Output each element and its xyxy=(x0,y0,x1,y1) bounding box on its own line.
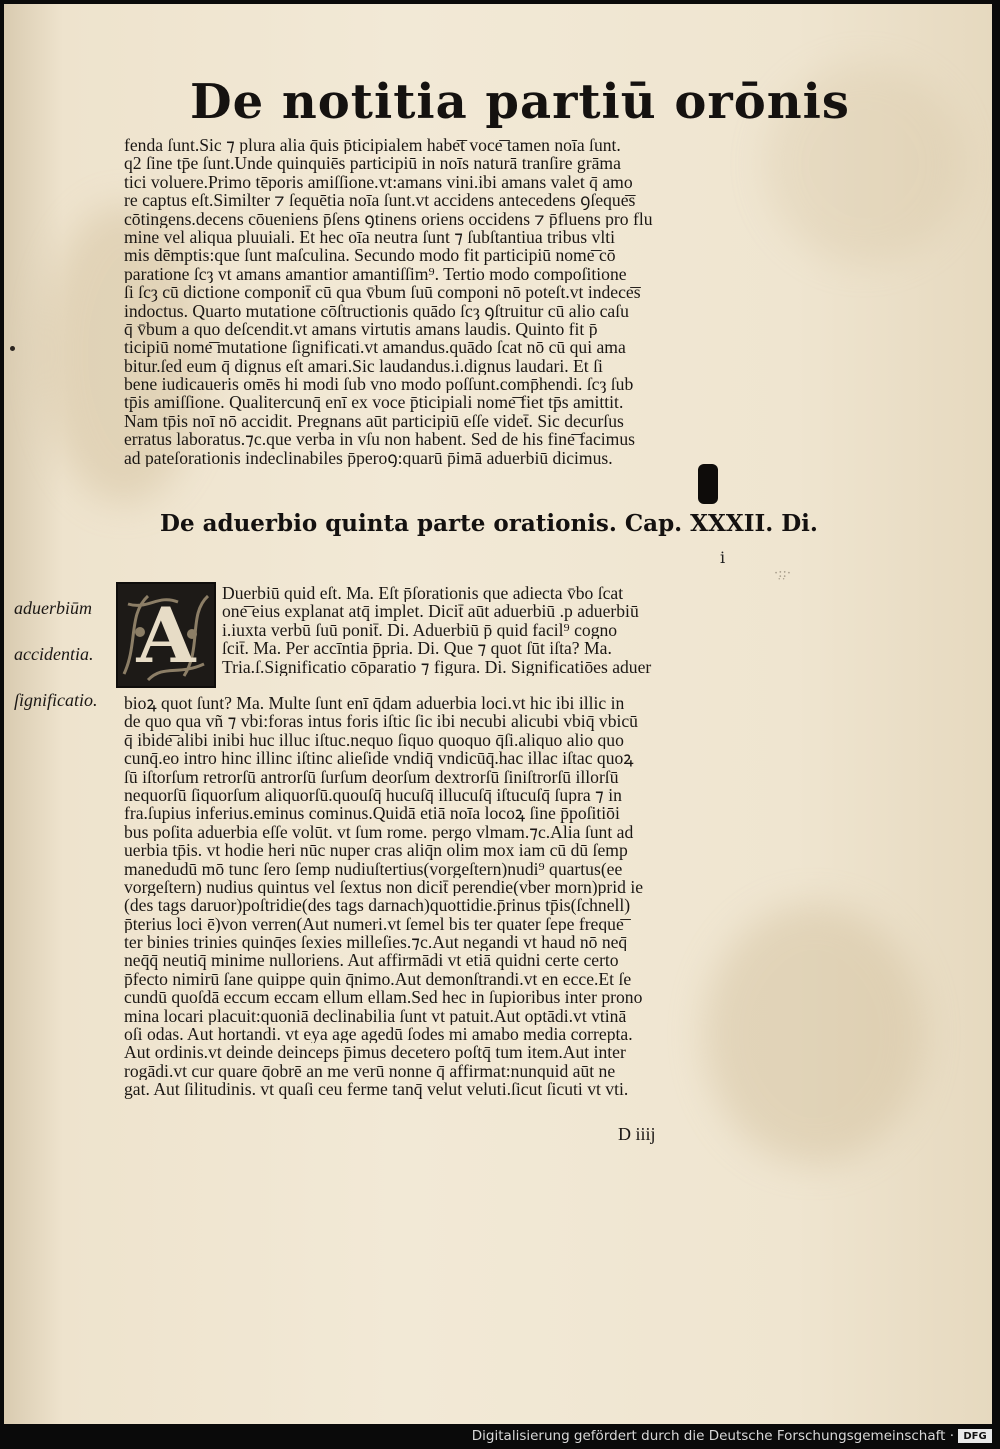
text-line: ad pateſorationis indeclinabiles p̄peroꝯ:quarū p̄imā aduerbiū dicimus. xyxy=(124,448,613,468)
text-line: bitur.ſed eum q̄ dignus eſt amari.Sic laudandus.i.dignus laudari. Et ſi xyxy=(124,356,603,376)
text-line: cundū quoſdā eccum eccam ellum ellam.Sed hec in ſupioribus inter prono xyxy=(124,988,643,1007)
text-line: p̄fecto nimirū ſane quippe quin q̄nimo.Aut demonſtrandi.vt en ecce.Et ſe xyxy=(124,969,632,989)
text-line: bus poſita aduerbia eſſe volūt. vt ſum rome. pergo vlmam.⁊c.Alia ſunt ad xyxy=(124,822,634,842)
dfg-logo: DFG xyxy=(958,1429,992,1443)
text-line: de quo qua vñ ⁊ vbi:foras intus foris iſtic ſic ibi necubi alicubi vbiq̄ vbicū xyxy=(124,712,638,731)
margin-smudge: ·:̣:̣· xyxy=(774,566,792,581)
text-line: (des tags daruor)poſtridie(des tags darnach)quottidie.p̄rinus tp̄is(ſchnell) xyxy=(124,896,631,915)
text-line: rogādi.vt cur quare q̄obrē an me verū nonne q̄ affirmat:nunquid aūt ne xyxy=(124,1061,616,1081)
text-line: mina locari placuit:quoniā declinabilia ſunt vt patuit.Aut optādi.vt vtinā xyxy=(124,1006,627,1026)
margin-note-accidentia: accidentia. xyxy=(14,644,94,664)
text-line: tp̄is amiſſione. Qualitercunq̄ enī ex voce p̄ticipiali nome͞ fiet tp̄s amittit. xyxy=(124,393,624,412)
text-line: ter binies trinies quinq̄es ſexies milleſies.⁊c.Aut negandi vt haud nō neq̄ xyxy=(124,933,628,952)
text-line: fenda ſunt.Sic ⁊ plura alia q̄uis p̄ticipialem habe͞t voce͞ tamen noīa ſunt. xyxy=(124,136,621,155)
text-line: mine vel aliqua pluuiali. Et hec oīa neutra ſunt ⁊ ſubſtantiua tribus vlti xyxy=(124,227,615,247)
digitization-footer xyxy=(0,1424,1000,1449)
text-line: q̄ ibide͞ alibi inibi huc illuc iſtuc.nequo ſiquo quoquo q̄ſi.aliquo alio quo xyxy=(124,730,624,750)
text-line: tici voluere.Primo tēporis amiſſione.vt:amans vini.ibi amans valet q̄ amo xyxy=(124,172,633,192)
text-line: ſū iſtorſum retrorſū antrorſū ſurſum deorſum dextrorſū ſiniſtrorſū illorſū xyxy=(124,767,619,786)
margin-note-significatio: ſignificatio. xyxy=(14,690,98,710)
text-line: fra.ſupius inferius.eminus cominus.Quidā etiā noīa locoꝝ ſine p̄poſitiōi xyxy=(124,804,620,823)
text-line: nequorſū ſiquorſum aliquorſū.quouſq̄ hucuſq̄ illucuſq̄ iſtucuſq̄ ſupra ⁊ in xyxy=(124,785,622,805)
text-line: vorgeſtern) nudius quintus vel ſextus non dicit̄ perendie(vber morn)prid ie xyxy=(124,877,644,897)
text-block-upper xyxy=(124,136,752,467)
text-line: mis dēmptis:que ſunt maſculina. Secundo modo fit participiū nome͞ cō xyxy=(124,246,616,265)
text-line: gat. Aut ſilitudinis. vt quaſi ceu ferme tanq̄ velut veluti.ſicut ſicuti vt vti. xyxy=(124,1080,629,1099)
running-head: De notitia partiū orōnis xyxy=(190,74,850,130)
chapter-heading: De aduerbio quinta parte orationis. Cap. XXXII. Di. xyxy=(160,510,818,537)
text-line: cunq̄.eo intro hinc illinc iſtinc alieſide vndiq̄ vndicūq̄.hac illac iſtac quoꝝ xyxy=(124,749,634,768)
text-line: bene iudicaueris omēs hi modi ſub vno modo poſſunt.comp̄hendi. ſcȝ ſub xyxy=(124,375,634,394)
book-page xyxy=(4,4,992,1424)
text-line: ſcit̄. Ma. Per accīntia p̄pria. Di. Que ⁊ quot ſūt iſta? Ma. xyxy=(222,639,612,658)
text-line: bioꝝ quot ſunt? Ma. Multe ſunt enī q̄dam aduerbia loci.vt hic ibi illic in xyxy=(124,694,625,713)
text-block-main xyxy=(124,694,744,1099)
text-line: p̄terius loci ē)von verren(Aut numeri.vt ſemel bis ter quater ſepe freque͞ xyxy=(124,914,624,934)
initial-letter: A xyxy=(136,590,196,680)
margin-note-aduerbium: aduerbiūm xyxy=(14,598,92,618)
text-line: q2 ſine tp̄e ſunt.Unde quinquiēs participiū in noīs naturā tranſire grāma xyxy=(124,154,621,173)
text-line: oſi odas. Aut hortandi. vt eya age agedū ſodes mi amabo media correpta. xyxy=(124,1025,633,1044)
decorated-initial xyxy=(116,582,216,688)
signature-marker: i xyxy=(720,548,726,567)
text-line: re captus eſt.Similter ⁊ ſequētia noīa ſunt.vt accidens antecedens ꝯſeque͞s xyxy=(124,191,636,210)
catchword: D iiij xyxy=(618,1124,656,1144)
ink-dot xyxy=(10,346,15,351)
text-line: erratus laboratus.⁊c.que verba in vſu non habent. Sed de his fine͞ facimus xyxy=(124,430,635,449)
text-line: one͞ eius explanat atq̄ implet. Dicit̄ aūt aduerbiū .p aduerbiū xyxy=(222,602,639,621)
footer-credit: Digitalisierung gefördert durch die Deutsche Forschungsgemeinschaft · xyxy=(471,1428,954,1444)
text-line: paratione ſcȝ vt amans amantior amantiſſim⁹. Tertio modo compoſitione xyxy=(124,264,627,284)
text-line: ſi ſcȝ cū dictione componit̄ cū qua v̄bum ſuū componi nō poteſt.vt indece͞s xyxy=(124,283,641,302)
ink-blot xyxy=(698,464,718,504)
text-line: manedudū mō tunc ſero ſemp nudiuſtertius(vorgeſtern)nudi⁹ quartus(ee xyxy=(124,859,623,878)
text-line: Duerbiū quid eſt. Ma. Eſt p̄ſorationis que adiecta v̄bo ſcat xyxy=(222,584,624,603)
text-line: q̄ v̄bum a quo deſcendit.vt amans virtutis amans laudis. Quinto fit p̄ xyxy=(124,319,598,339)
text-line: uerbia tp̄is. vt hodie heri nūc nuper cras aliq̄n olim mox iam cū dū ſemp xyxy=(124,841,628,860)
text-line: ticipiū nome͞ mutatione ſignificati.vt amandus.quādo ſcat nō cū qui ama xyxy=(124,338,626,357)
text-line: i.iuxta verbū ſuū ponit̄. Di. Aduerbiū p̄ quid facil⁹ cogno xyxy=(222,620,618,640)
text-line: Nam tp̄is noī nō accidit. Pregnans aūt participiū eſſe videt̄. Sic decurſus xyxy=(124,411,624,431)
text-line: Tria.ſ.Significatio cōparatio ⁊ figura. Di. Significatiōes aduer xyxy=(222,657,652,676)
text-line: cōtingens.decens cōueniens p̄ſens ꝯtinens oriens occidens ⁊ p̄fluens pro flu xyxy=(124,209,653,228)
text-line: indoctus. Quarto mutatione cōſtructionis quādo ſcȝ ꝯſtruitur cū alio caſu xyxy=(124,301,629,320)
text-line: Aut ordinis.vt deinde deinceps p̄imus decetero poſtq̄ tum item.Aut inter xyxy=(124,1043,626,1062)
text-line: neq̄q̄ neutiq̄ minime nulloriens. Aut affirmādi vt etiā quidni certe certo xyxy=(124,951,619,970)
text-block-beside-initial xyxy=(222,584,742,676)
